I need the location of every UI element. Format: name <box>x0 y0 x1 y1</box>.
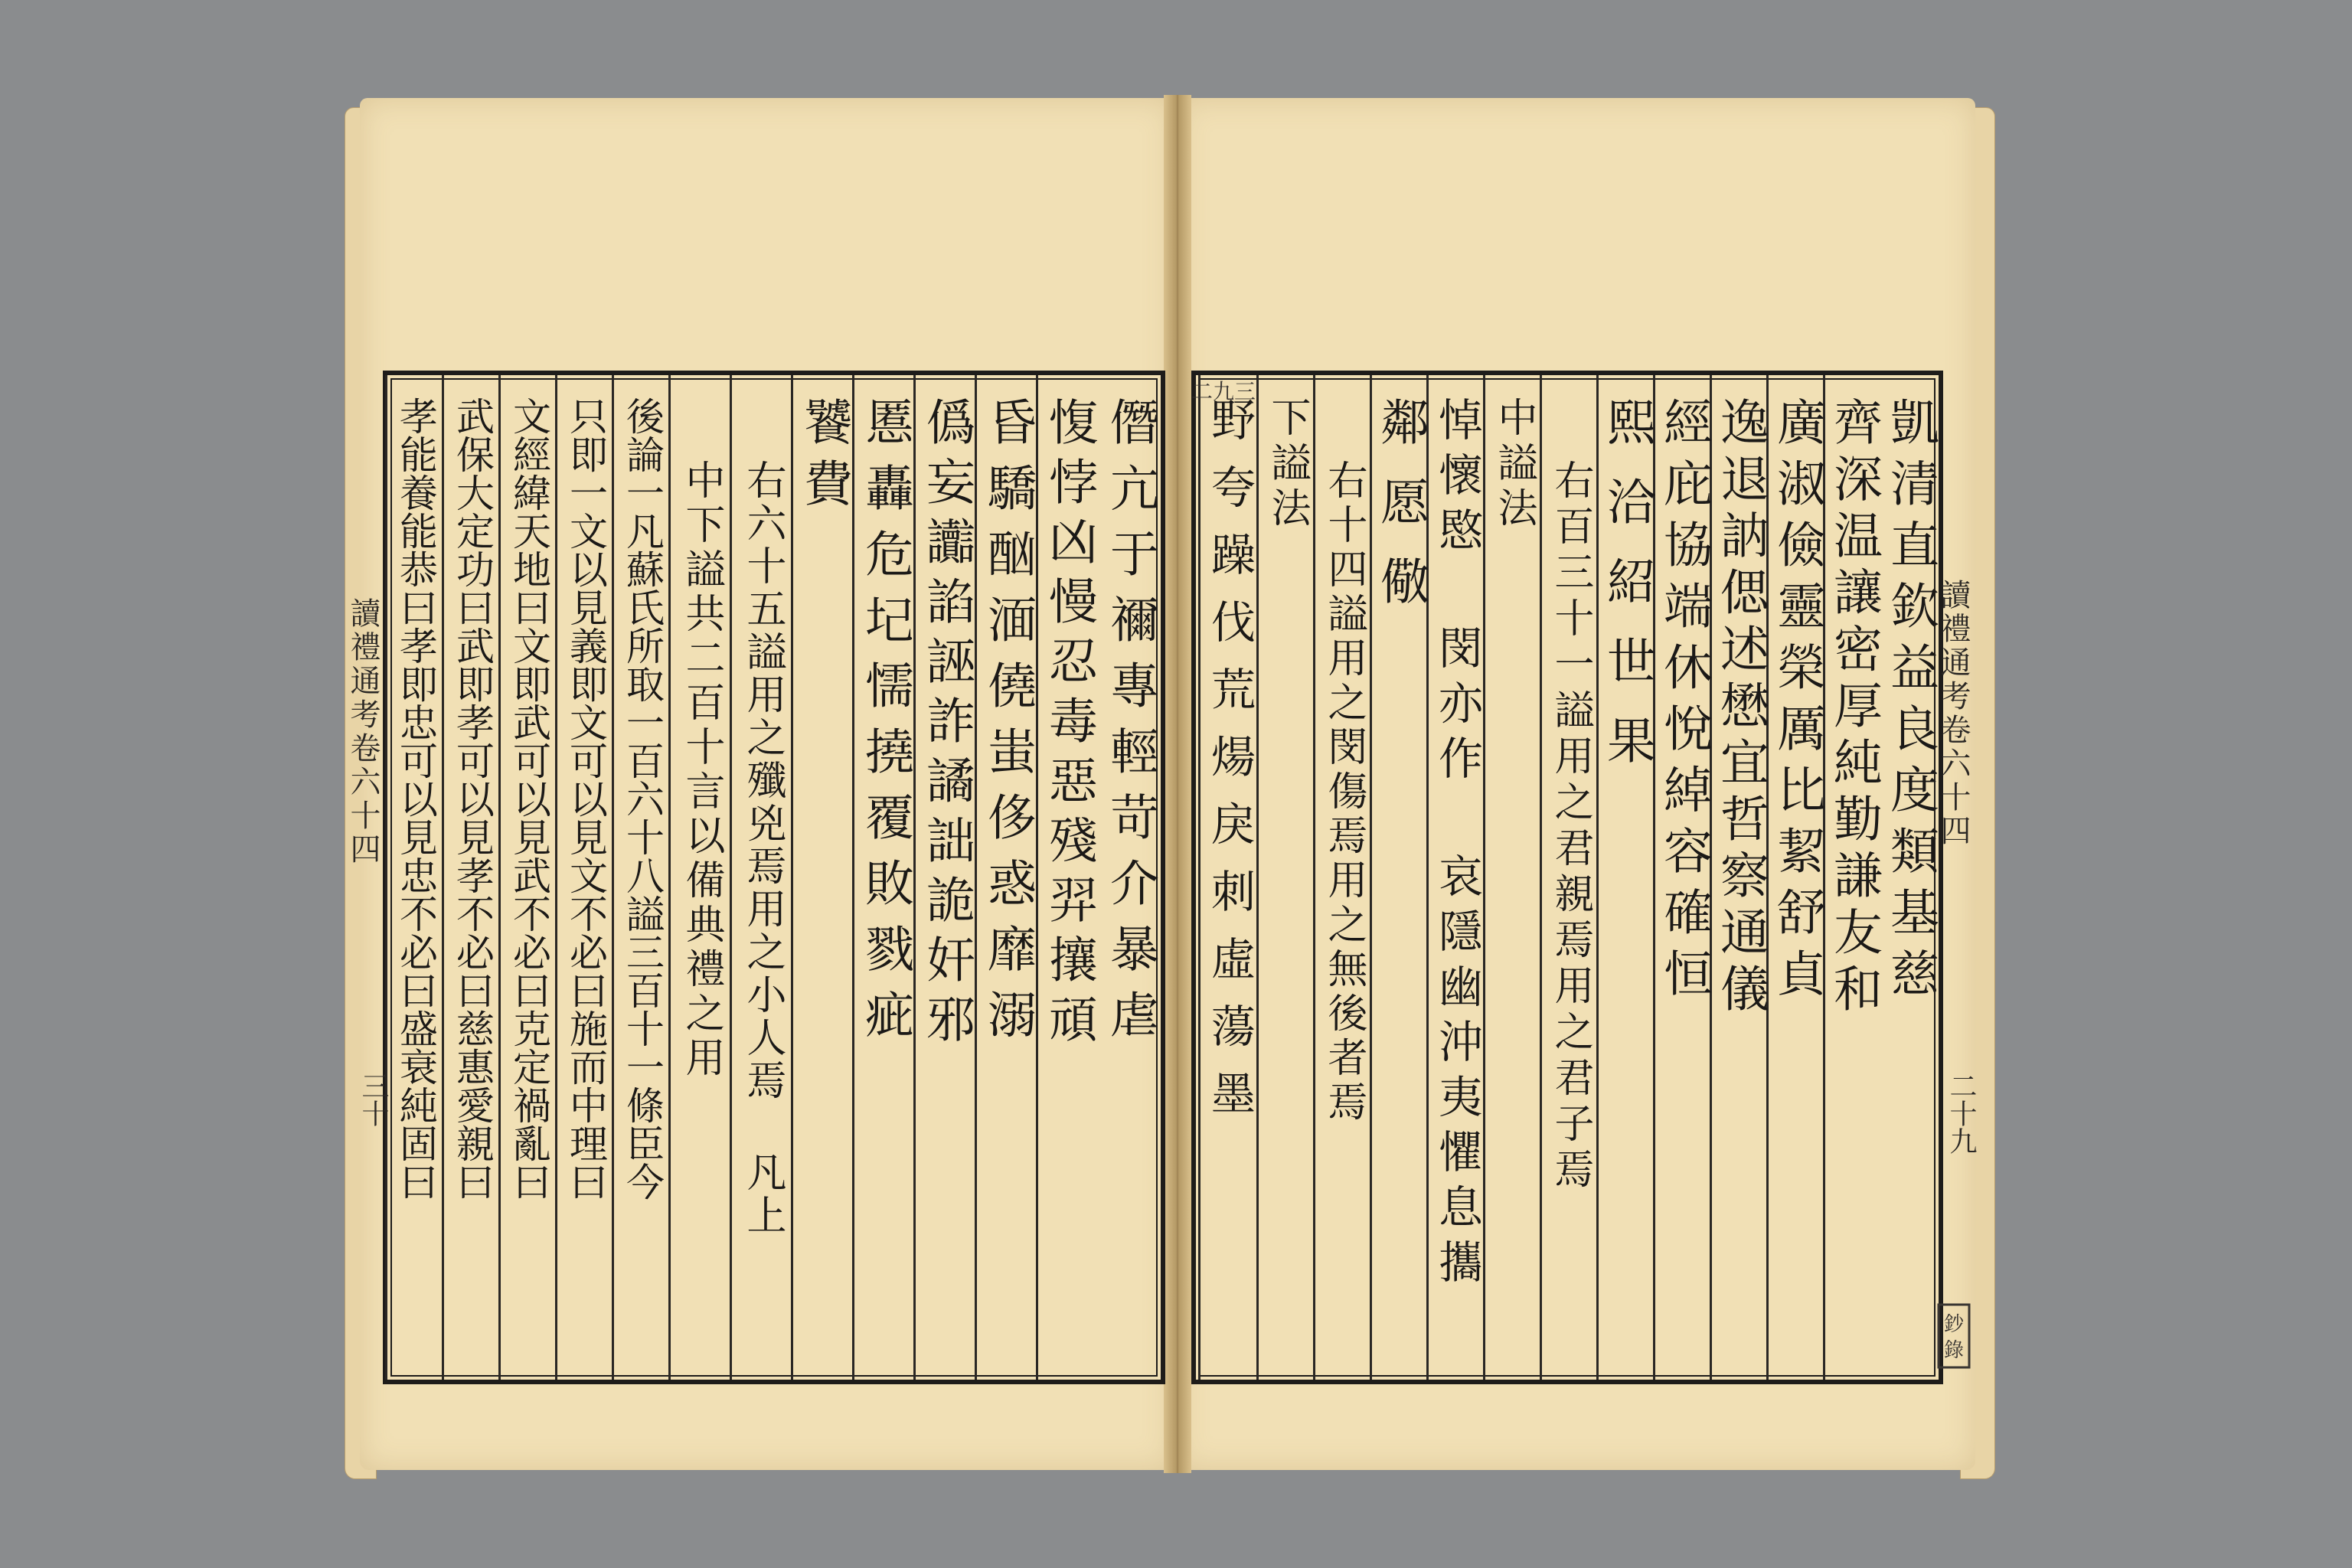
right-col-5-text: 經庇協端休悅綽容確恒 <box>1655 397 1712 1009</box>
left-col-6 <box>791 375 854 1380</box>
right-col-13 <box>1198 375 1259 1380</box>
left-col-4 <box>913 375 977 1380</box>
left-col-2-text: 愎悖凶慢忍毒惡殘羿攘頑 <box>1040 397 1097 1054</box>
left-col-11 <box>498 375 557 1380</box>
right-col-1 <box>1882 375 1939 1380</box>
right-col-6 <box>1596 375 1655 1380</box>
right-col-6-text: 熙洽紹世果 <box>1599 397 1655 795</box>
left-col-6-text: 饕費 <box>795 397 852 519</box>
right-col-7 <box>1540 375 1599 1380</box>
right-col-12 <box>1256 375 1315 1380</box>
right-col-9-text: 悼懷愍 閔亦作 哀隱幽沖夷懼息攜 <box>1431 397 1483 1294</box>
left-col-5-text: 慝轟危圮懦撓覆敗戮疵 <box>857 397 913 1055</box>
left-text-frame <box>383 371 1165 1384</box>
right-col-8 <box>1483 375 1542 1380</box>
left-col-11-text: 文經緯天地曰文即武可以見武不必曰克定禍亂曰 <box>507 397 551 1200</box>
left-col-1 <box>1099 375 1161 1380</box>
left-col-1-text: 僭亢于禰專輕苛介暴虐 <box>1102 397 1158 1055</box>
right-col-7-text: 右百三十一謚用之君親焉用之君子焉 <box>1547 459 1593 1194</box>
left-col-2 <box>1036 375 1099 1380</box>
right-col-8-text: 中謚法 <box>1491 397 1537 532</box>
right-col-5 <box>1653 375 1712 1380</box>
left-col-13 <box>385 375 444 1380</box>
right-col-3-text: 廣淑儉靈榮厲比絜舒貞 <box>1769 397 1825 1009</box>
right-folio-number: 二十九 <box>1945 1072 1977 1155</box>
left-col-7 <box>730 375 793 1380</box>
right-col-2 <box>1823 375 1882 1380</box>
right-col-11 <box>1313 375 1372 1380</box>
left-col-8 <box>668 375 732 1380</box>
left-folio-number: 三十 <box>358 1072 389 1127</box>
seal-stamp <box>1936 1302 1972 1370</box>
right-col-4-text: 逸退訥偲述懋宜哲察通儀 <box>1712 397 1769 1020</box>
left-col-10 <box>555 375 614 1380</box>
left-col-9-text: 後論一凡蘇氏所取一百六十八謚三百十一條臣今 <box>620 397 665 1200</box>
right-banxin-title: 讀禮通考卷六十四 <box>1936 579 1971 848</box>
right-col-9 <box>1426 375 1485 1380</box>
left-col-7-text: 右六十五謚用之殲兇焉用之小人焉 凡上 <box>740 459 786 1237</box>
left-col-10-text: 只即一文以見義即文可以見文不必曰施而中理曰 <box>564 397 608 1200</box>
left-col-12 <box>442 375 501 1380</box>
right-col-13-text: 野夸躁伐荒煬戾刺虛蕩墨 <box>1204 397 1256 1138</box>
right-col-11-text: 右十四謚用之閔傷焉用之無後者焉 <box>1321 459 1367 1125</box>
right-col-10-text: 鄰愿儆 <box>1372 397 1429 635</box>
left-col-3 <box>975 375 1038 1380</box>
svg-text:鈔: 鈔 <box>1943 1313 1965 1336</box>
left-col-8-text: 中下謚共二百十言以備典禮之用 <box>678 459 724 1081</box>
left-col-4-text: 僞妄讟諂誣詐譎詘詭奸邪 <box>918 397 975 1054</box>
right-col-10 <box>1370 375 1429 1380</box>
svg-text:錄: 錄 <box>1943 1339 1965 1362</box>
left-col-3-text: 昏驕酗湎僥蚩侈惑靡溺 <box>979 397 1036 1055</box>
left-col-9 <box>612 375 671 1380</box>
book-gutter <box>1164 95 1191 1473</box>
right-col-3 <box>1766 375 1825 1380</box>
right-col-4 <box>1710 375 1769 1380</box>
right-corner-mark: 二九三 <box>1191 379 1256 404</box>
right-col-2-text: 齊深温讓密厚純勤謙友和 <box>1825 397 1882 1020</box>
right-text-frame <box>1191 371 1943 1384</box>
left-col-13-text: 孝能養能恭曰孝即忠可以見忠不必曰盛衰純固曰 <box>394 397 438 1200</box>
left-col-12-text: 武保大定功曰武即孝可以見孝不必曰慈惠愛親曰 <box>450 397 495 1200</box>
left-col-5 <box>852 375 916 1380</box>
right-col-12-text: 下謚法 <box>1264 397 1310 532</box>
left-banxin-title: 讀禮通考卷六十四 <box>345 597 381 867</box>
right-col-1-text: 凱清直欽益良度類基慈 <box>1882 397 1939 1009</box>
